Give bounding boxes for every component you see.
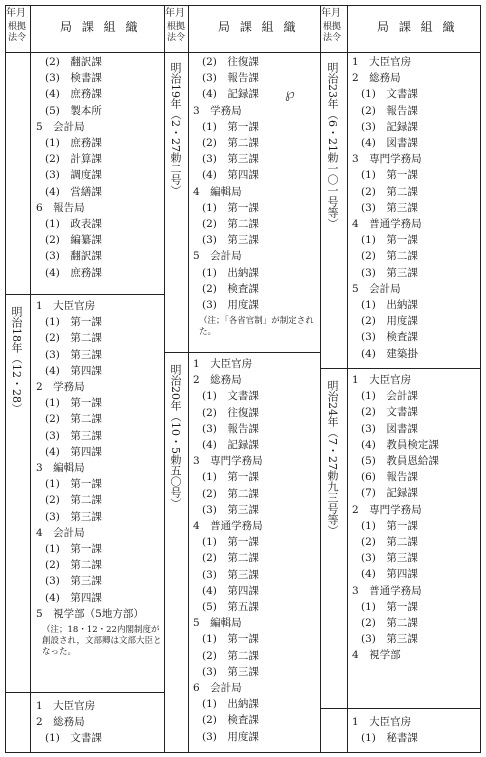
rule — [5, 5, 481, 6]
rule — [188, 5, 189, 752]
section-item: (4) 第四課 — [45, 445, 102, 458]
department-heading: 4 会計局 — [36, 526, 85, 539]
department-heading: 3 専門学務局 — [193, 455, 263, 468]
department-heading: 1 大臣官房 — [352, 716, 412, 728]
header-org-title: 局 課 組 織 — [60, 20, 141, 34]
department-heading: 1 大臣官房 — [36, 300, 96, 312]
era-label: 明治20年（10・5勅五〇号） — [169, 364, 182, 509]
section-item: (2) 第二課 — [202, 487, 259, 500]
header-basis-law: 根拠法令 — [323, 22, 342, 43]
section-item: (3) 翻訳課 — [45, 250, 102, 263]
section-item: (4) 庶務課 — [45, 266, 102, 279]
rule — [320, 368, 480, 369]
section-item: (3) 報告課 — [202, 72, 259, 85]
section-item: (2) 用度課 — [361, 315, 418, 328]
department-heading: 2 総務局 — [352, 72, 401, 85]
section-item: (1) 秘書課 — [361, 732, 418, 745]
section-item: (2) 第二課 — [361, 250, 418, 263]
section-item: (7) 記録課 — [361, 487, 418, 500]
rule — [320, 708, 480, 709]
section-item: (5) 製本所 — [45, 104, 102, 117]
header-org-title: 局 課 組 織 — [218, 20, 299, 34]
department-heading: 3 編輯局 — [36, 462, 85, 474]
section-item: (3) 第三課 — [361, 266, 418, 279]
section-item: (2) 第二課 — [45, 332, 102, 345]
section-item: (3) 図書課 — [361, 422, 418, 435]
header-basis-law: 根拠法令 — [167, 22, 186, 43]
section-item: (1) 第一課 — [45, 316, 102, 329]
section-item: (3) 第三課 — [45, 348, 102, 361]
section-item: (2) 第二課 — [202, 649, 259, 662]
department-heading: 4 視学部 — [352, 649, 401, 662]
section-item: (1) 第一課 — [45, 478, 102, 491]
department-heading: 1 大臣官房 — [352, 374, 412, 386]
department-heading: 2 専門学務局 — [352, 503, 422, 516]
era-label: 明治23年（6・21勅一〇一号等） — [326, 62, 339, 229]
section-item: (2) 翻訳課 — [45, 56, 102, 68]
section-item: (1) 第一課 — [45, 397, 102, 410]
rule — [5, 294, 164, 295]
section-item: (3) 第三課 — [202, 234, 259, 247]
section-item: (2) 第二課 — [45, 559, 102, 572]
section-item: (2) 往復課 — [202, 56, 259, 68]
department-heading: 5 編輯局 — [193, 617, 242, 630]
section-item: (3) 第三課 — [202, 503, 259, 516]
section-item: (4) 庶務課 — [45, 88, 102, 101]
footnote: （注；18・12・22内閣制度が創設され，文部卿は文部大臣となった。 — [42, 625, 162, 657]
section-item: (3) 第三課 — [202, 568, 259, 581]
section-item: (2) 計算課 — [45, 153, 102, 166]
rule — [164, 5, 165, 752]
section-item: (4) 記録課 — [202, 439, 259, 451]
section-item: (1) 第一課 — [202, 471, 259, 484]
section-item: (3) 第三課 — [45, 510, 102, 523]
department-heading: 5 視学部（5地方部） — [36, 607, 144, 620]
department-heading: 2 総務局 — [36, 716, 85, 729]
section-item: (2) 第二課 — [361, 617, 418, 629]
section-item: (2) 往復課 — [202, 406, 259, 419]
section-item: (3) 検査課 — [361, 331, 418, 344]
section-item: (2) 報告課 — [361, 104, 418, 117]
section-item: (1) 第一課 — [45, 543, 102, 555]
section-item: (1) 文書課 — [45, 732, 102, 745]
department-heading: 5 会計局 — [352, 282, 401, 295]
section-item: (1) 文書課 — [202, 390, 259, 403]
section-item: (3) 調度課 — [45, 169, 102, 182]
section-item: (3) 第三課 — [202, 153, 259, 166]
section-item: (1) 第一課 — [361, 234, 418, 247]
department-heading: 6 会計局 — [193, 682, 242, 694]
section-item: (2) 第二課 — [361, 185, 418, 198]
section-item: (1) 庶務課 — [45, 137, 102, 149]
section-item: (1) 第一課 — [361, 519, 418, 532]
rule — [5, 752, 481, 753]
header-org-title: 局 課 組 織 — [377, 20, 458, 34]
section-item: (1) 会計課 — [361, 390, 418, 403]
section-item: (2) 第二課 — [202, 137, 259, 149]
pencil-mark-icon: ℘ — [285, 86, 295, 102]
section-item: (1) 出納課 — [361, 299, 418, 311]
section-item: (2) 文書課 — [361, 406, 418, 419]
section-item: (3) 第三課 — [361, 201, 418, 214]
header-year-month: 年月 — [165, 8, 185, 19]
department-heading: 3 専門学務局 — [352, 153, 422, 166]
section-item: (1) 第一課 — [202, 633, 259, 646]
section-item: (3) 第三課 — [202, 665, 259, 678]
section-item: (1) 文書課 — [361, 88, 418, 101]
department-heading: 2 総務局 — [193, 374, 242, 387]
rule — [5, 5, 6, 752]
section-item: (1) 第一課 — [202, 201, 259, 214]
section-item: (2) 第二課 — [45, 494, 102, 507]
section-item: (1) 第一課 — [361, 169, 418, 182]
section-item: (3) 用度課 — [202, 730, 259, 743]
header-year-month: 年月 — [321, 8, 341, 19]
section-item: (4) 第四課 — [202, 584, 259, 597]
section-item: (4) 営繕課 — [45, 185, 102, 198]
rule — [347, 5, 348, 752]
section-item: (4) 第四課 — [45, 591, 102, 604]
department-heading: 4 普通学務局 — [193, 520, 263, 532]
section-item: (6) 報告課 — [361, 471, 418, 484]
section-item: (4) 第四課 — [45, 364, 102, 377]
section-item: (3) 記録課 — [361, 120, 418, 133]
section-item: (1) 出納課 — [202, 698, 259, 711]
section-item: (1) 第一課 — [202, 120, 259, 133]
section-item: (2) 第二課 — [202, 552, 259, 565]
department-heading: 6 報告局 — [36, 201, 85, 214]
rule — [30, 5, 31, 752]
section-item: (2) 編纂課 — [45, 234, 102, 247]
header-year-month: 年月 — [6, 8, 26, 19]
section-item: (4) 記録課 — [202, 88, 259, 101]
section-item: (4) 第四課 — [361, 568, 418, 581]
department-heading: 5 会計局 — [36, 120, 85, 133]
section-item: (3) 報告課 — [202, 422, 259, 435]
section-item: (3) 検書課 — [45, 72, 102, 85]
section-item: (3) 第三課 — [45, 575, 102, 588]
section-item: (2) 第二課 — [361, 536, 418, 548]
section-item: (2) 第二課 — [45, 413, 102, 426]
section-item: (3) 用度課 — [202, 299, 259, 311]
section-item: (4) 建築掛 — [361, 347, 418, 360]
section-item: (1) 出納課 — [202, 266, 259, 279]
era-label: 明治19年（2・27勅二号） — [169, 62, 182, 196]
era-label: 明治24年（7・27勅九三号等） — [326, 380, 339, 536]
section-item: (2) 検査課 — [202, 714, 259, 727]
department-heading: 5 会計局 — [193, 250, 242, 263]
department-heading: 4 普通学務局 — [352, 218, 422, 230]
section-item: (2) 検査課 — [202, 282, 259, 295]
rule — [5, 692, 164, 693]
department-heading: 2 学務局 — [36, 381, 85, 393]
footnote: （注；「各省官制」が制定された。 — [199, 316, 314, 338]
section-item: (5) 第五課 — [202, 601, 259, 613]
header-basis-law: 根拠法令 — [8, 22, 27, 43]
department-heading: 4 編輯局 — [193, 185, 242, 198]
section-item: (4) 図書課 — [361, 137, 418, 149]
section-item: (1) 第一課 — [202, 536, 259, 549]
section-item: (1) 第一課 — [361, 600, 418, 613]
department-heading: 3 普通学務局 — [352, 584, 422, 597]
section-item: (5) 教員恩給課 — [361, 455, 439, 467]
department-heading: 3 学務局 — [193, 104, 242, 117]
department-heading: 1 大臣官房 — [352, 56, 412, 68]
rule — [480, 5, 481, 752]
section-item: (3) 第三課 — [361, 633, 418, 646]
rule — [164, 352, 320, 353]
department-heading: 1 大臣官房 — [36, 700, 96, 712]
section-item: (3) 第三課 — [361, 552, 418, 565]
section-item: (4) 教員検定課 — [361, 438, 439, 451]
section-item: (4) 第四課 — [202, 169, 259, 182]
section-item: (1) 政表課 — [45, 218, 102, 230]
rule — [5, 52, 481, 53]
section-item: (3) 第三課 — [45, 429, 102, 442]
rule — [320, 5, 321, 752]
department-heading: 1 大臣官房 — [193, 358, 253, 370]
section-item: (2) 第二課 — [202, 218, 259, 230]
era-label: 明治18年（12・28） — [10, 306, 23, 414]
